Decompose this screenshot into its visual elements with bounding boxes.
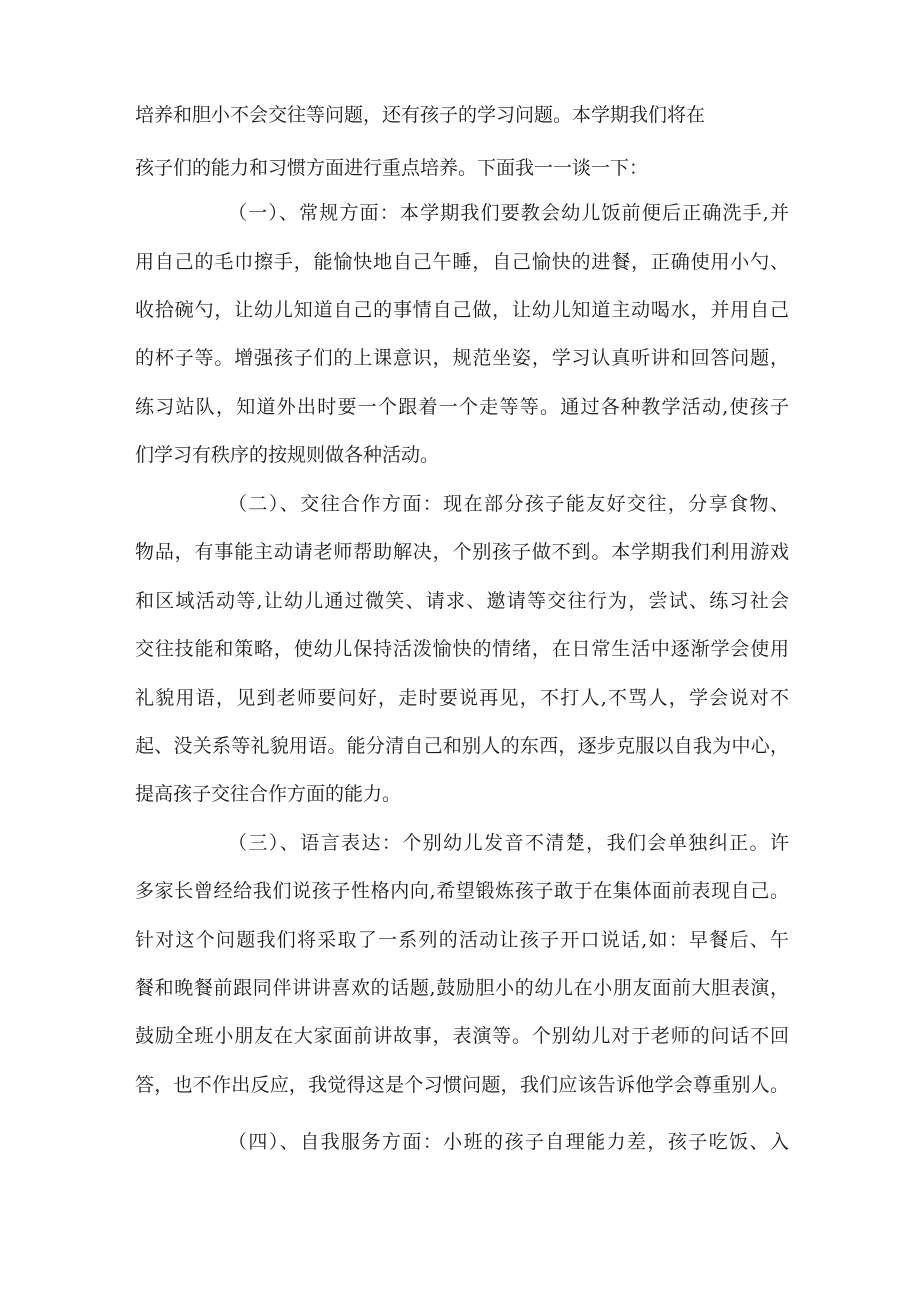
text-line: 培养和胆小不会交往等问题，还有孩子的学习问题。本学期我们将在 xyxy=(135,104,706,126)
text-line: 孩子们的能力和习惯方面进行重点培养。下面我一一谈一下： xyxy=(135,157,649,179)
text-line: 练习站队，知道外出时要一个跟着一个走等等。通过各种教学活动,使孩子 xyxy=(135,396,789,418)
paragraph-4-first-line: （四）、自我服务方面：小班的孩子自理能力差，孩子吃饭、入 xyxy=(228,1131,789,1153)
text-line: 起、没关系等礼貌用语。能分清自己和别人的东西，逐步克服以自我为中心， xyxy=(135,735,789,757)
text-line: 礼貌用语，见到老师要问好，走时要说再见，不打人,不骂人，学会说对不 xyxy=(135,687,789,709)
text-line: 答，也不作出反应，我觉得这是个习惯问题，我们应该告诉他学会尊重别人。 xyxy=(135,1074,789,1096)
text-line: 和区域活动等,让幼儿通过微笑、请求、邀请等交往行为，尝试、练习社会 xyxy=(135,590,789,612)
paragraph-1-first-line: （一）、常规方面：本学期我们要教会幼儿饭前便后正确洗手,并 xyxy=(228,202,789,224)
text-line: 提高孩子交往合作方面的能力。 xyxy=(135,783,402,805)
text-line: 用自己的毛巾擦手，能愉快地自己午睡，自己愉快的进餐，正确使用小勺、 xyxy=(135,251,789,273)
paragraph-2-first-line: （二）、交往合作方面：现在部分孩子能友好交往，分享食物、 xyxy=(228,493,789,515)
text-line: 鼓励全班小朋友在大家面前讲故事，表演等。个别幼儿对于老师的问话不回 xyxy=(135,1025,789,1047)
text-line: 物品，有事能主动请老师帮助解决，个别孩子做不到。本学期我们利用游戏 xyxy=(135,541,789,563)
text-line: 们学习有秩序的按规则做各种活动。 xyxy=(135,444,440,466)
text-line: 收拾碗勺，让幼儿知道自己的事情自己做，让幼儿知道主动喝水，并用自己 xyxy=(135,299,789,321)
text-line: 针对这个问题我们将采取了一系列的活动让孩子开口说话,如：早餐后、午 xyxy=(135,929,789,951)
paragraph-3-first-line: （三）、语言表达：个别幼儿发音不清楚，我们会单独纠正。许 xyxy=(228,832,789,854)
text-line: 的杯子等。增强孩子们的上课意识，规范坐姿，学习认真听讲和回答问题， xyxy=(135,347,789,369)
text-line: 多家长曾经给我们说孩子性格内向,希望锻炼孩子敢于在集体面前表现自己。 xyxy=(135,880,789,902)
text-line: 交往技能和策略，使幼儿保持活泼愉快的情绪，在日常生活中逐渐学会使用 xyxy=(135,638,789,660)
text-line: 餐和晚餐前跟同伴讲讲喜欢的话题,鼓励胆小的幼儿在小朋友面前大胆表演， xyxy=(135,977,789,999)
